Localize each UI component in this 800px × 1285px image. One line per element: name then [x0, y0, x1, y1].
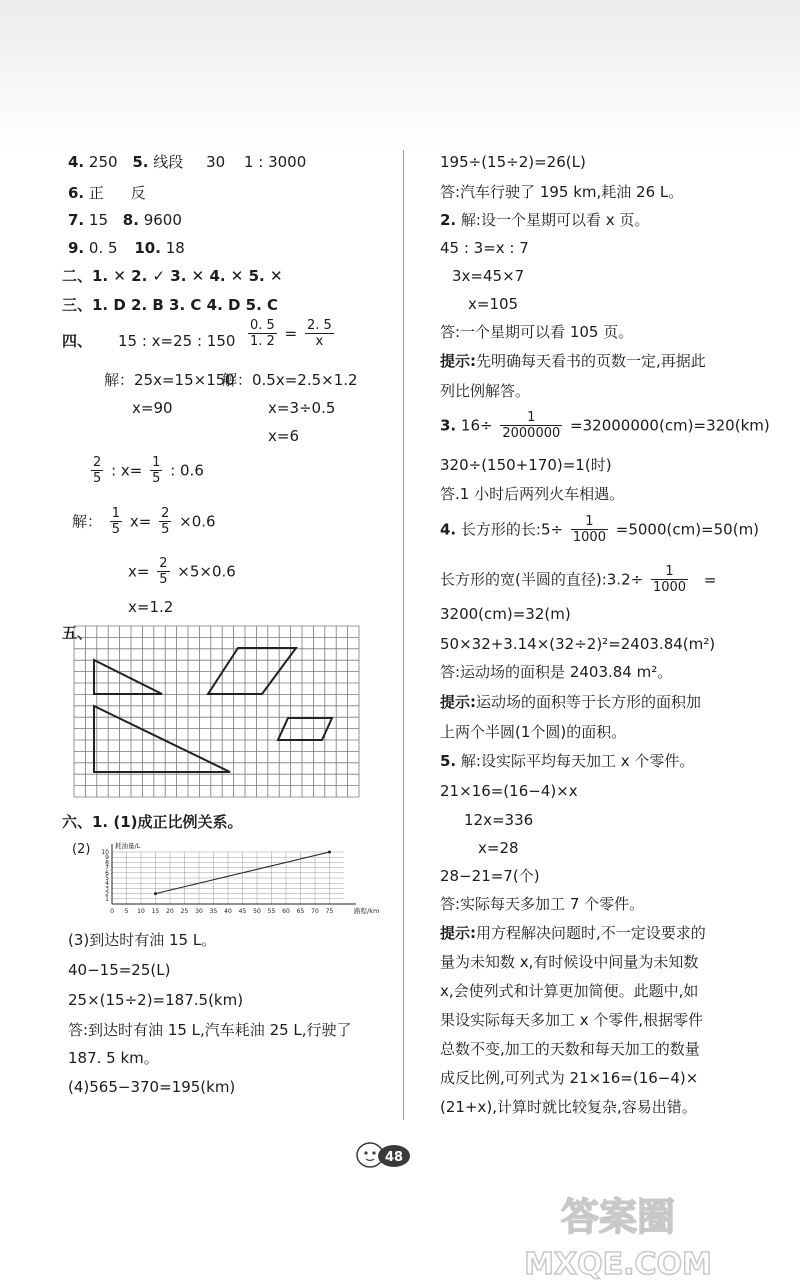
answer-line-7-8 [68, 210, 182, 230]
x-tick-label: 55 [267, 908, 276, 915]
r-line-23: x=28 [478, 839, 519, 857]
q-number: 9. [68, 239, 85, 257]
x-tick-label: 20 [166, 908, 174, 915]
fraction: $\frac{0. 5}{1. 2}$ [250, 318, 275, 349]
fraction: $\frac{2. 5}{x}$ [306, 318, 332, 349]
section-6-q1: 六、1. (1)成正比例关系。 [62, 813, 243, 831]
r-line-21: 21×16=(16−4)×x [440, 782, 578, 800]
solution-2-line-1: 解：0.5x=2.5×1.2 [222, 371, 358, 389]
r-line-6: x=105 [468, 295, 519, 313]
r-line-32: (21+x),计算时就比较复杂,容易出错。 [440, 1098, 697, 1116]
solution-1-line-2: x=90 [132, 399, 173, 417]
watermark-bottom: MXQE.COM [524, 1247, 712, 1280]
column-divider [403, 150, 404, 1120]
x-tick-label: 75 [325, 908, 334, 915]
y-tick-label: 4 [105, 880, 109, 888]
x-tick-label: 50 [253, 908, 261, 915]
section-5-label: 五、 [62, 624, 93, 642]
x-axis-label: 路程/km [354, 907, 380, 915]
answer-line-6 [68, 183, 146, 203]
q-number: 8. [122, 211, 139, 229]
answer-text: 18 [165, 239, 185, 257]
data-point [328, 851, 331, 854]
fuel-line-chart [92, 840, 382, 922]
y-tick-label: 9 [105, 854, 109, 862]
q4-line-1: (4)565−370=195(km) [68, 1078, 236, 1096]
solution-2-line-3: x=6 [268, 427, 299, 445]
r-line-29: 果设实际每天多加工 x 个零件,根据零件 [440, 1011, 704, 1029]
q3-line-4: 答:到达时有油 15 L,汽车耗油 25 L,行驶了 [68, 1021, 352, 1039]
q-number: 7. [68, 211, 85, 229]
r-line-15: 3200(cm)=32(m) [440, 605, 571, 623]
x-tick-label: 15 [151, 908, 160, 915]
y-tick-label: 7 [105, 864, 109, 872]
data-point [154, 892, 157, 895]
r-line-7: 答:一个星期可以看 105 页。 [440, 323, 634, 341]
r-line-4: 45 : 3=x : 7 [440, 239, 529, 257]
y-tick-label: 10 [101, 849, 109, 856]
r-line-14: 长方形的宽(半圆的直径):3.2÷ $\frac{1}{1000}$ = [440, 564, 717, 595]
drawing-grid [72, 624, 362, 799]
x-tick-label: 60 [282, 908, 290, 915]
r-line-16: 50×32+3.14×(32÷2)²=2403.84(m²) [440, 635, 716, 653]
r-line-24: 28−21=7(个) [440, 867, 540, 885]
r-q3: 3. 16÷ $\frac{1}{2000000}$ =32000000(cm)=320(km) [440, 410, 770, 441]
page-top-shade [0, 0, 800, 150]
solution-2-line-2: x=3÷0.5 [268, 399, 336, 417]
r-q4: 4. 长方形的长:5÷ $\frac{1}{1000}$ =5000(cm)=50(m) [440, 514, 760, 545]
r-line-22: 12x=336 [464, 811, 534, 829]
x-tick-label: 5 [124, 908, 129, 915]
r-tip-1: 提示:先明确每天看书的页数一定,再据此 [440, 352, 706, 370]
r-line-25: 答:实际每天多加工 7 个零件。 [440, 895, 645, 913]
r-line-1: 195÷(15÷2)=26(L) [440, 153, 586, 171]
y-tick-label: 2 [105, 890, 109, 898]
proportion-3: $\frac{2}{5}$ : x= $\frac{1}{5}$ : 0.6 [93, 455, 204, 486]
r-line-5: 3x=45×7 [452, 267, 525, 285]
y-tick-label: 1 [105, 895, 109, 903]
answer-line-4-5 [68, 152, 306, 172]
x-tick-label: 30 [195, 908, 203, 915]
y-axis-label: 耗油量/L [115, 842, 141, 850]
section-4-label: 四、 [62, 332, 93, 350]
answer-text: 250 [88, 153, 118, 171]
x-tick-label: 65 [296, 908, 305, 915]
answer-text: 9600 [143, 211, 182, 229]
q-number: 5. [132, 153, 149, 171]
x-tick-label: 35 [209, 908, 218, 915]
answer-text: 线段 [153, 153, 184, 171]
q3-line-1: (3)到达时有油 15 L。 [68, 931, 217, 949]
answer-text: 正 [88, 184, 104, 202]
section-2-answers: 二、1. ✕ 2. ✓ 3. ✕ 4. ✕ 5. ✕ [62, 267, 283, 285]
watermark-top: 答案圈 [560, 1195, 676, 1239]
q3-line-5: 187. 5 km。 [68, 1049, 159, 1067]
solution-3-line-2: x= $\frac{2}{5}$ ×5×0.6 [128, 556, 236, 587]
page-number: 48 [384, 1150, 404, 1165]
x-tick-label: 70 [311, 908, 319, 915]
q-number: 4. [68, 153, 85, 171]
r-line-9: 列比例解答。 [440, 382, 531, 400]
section-6-q2-label: (2) [72, 842, 91, 857]
q-number: 10. [134, 239, 161, 257]
q3-line-2: 40−15=25(L) [68, 961, 171, 979]
answer-text: 0. 5 [88, 239, 118, 257]
r-line-31: 成反比例,可列式为 21×16=(16−4)× [440, 1069, 699, 1087]
r-line-17: 答:运动场的面积是 2403.84 m²。 [440, 663, 673, 681]
r-q5: 5. 解:设实际平均每天加工 x 个零件。 [440, 752, 695, 770]
r-tip-3: 提示:用方程解决问题时,不一定设要求的 [440, 924, 706, 942]
parallelogram-large [208, 648, 296, 694]
x-tick-label: 0 [110, 908, 114, 915]
y-tick-label: 6 [105, 869, 109, 877]
y-tick-label: 8 [105, 859, 109, 867]
x-tick-label: 10 [137, 908, 145, 915]
section-3-answers: 三、1. D 2. B 3. C 4. D 5. C [62, 296, 279, 314]
y-tick-label: 5 [105, 875, 109, 882]
r-line-2: 答:汽车行驶了 195 km,耗油 26 L。 [440, 183, 684, 201]
x-tick-label: 40 [224, 908, 232, 915]
watermark [428, 1190, 788, 1280]
r-line-19: 上两个半圆(1个圆)的面积。 [440, 723, 627, 741]
r-tip-2: 提示:运动场的面积等于长方形的面积加 [440, 693, 702, 711]
answer-line-9-10 [68, 238, 185, 258]
r-line-30: 总数不变,加工的天数和每天加工的数量 [440, 1040, 700, 1058]
q3-line-3: 25×(15÷2)=187.5(km) [68, 991, 244, 1009]
solution-3-line-3: x=1.2 [128, 598, 174, 616]
solution-1-line-1: 解：25x=15×150 [104, 371, 235, 389]
answer-text: 1 : 3000 [243, 153, 307, 171]
r-line-28: x,会使列式和计算更加简便。此题中,如 [440, 982, 699, 1000]
page-number-badge [350, 1138, 414, 1172]
r-line-11: 320÷(150+170)=1(时) [440, 456, 612, 474]
r-line-12: 答.1 小时后两列火车相遇。 [440, 485, 625, 503]
answer-text: 30 [206, 153, 226, 171]
y-tick-label: 3 [105, 885, 109, 893]
proportion-1: 15 : x=25 : 150 [118, 332, 236, 350]
answer-text: 15 [88, 211, 109, 229]
x-tick-label: 25 [180, 908, 189, 915]
triangle-large [94, 706, 230, 772]
proportion-2: $\frac{0. 5}{1. 2}$ = $\frac{2. 5}{x}$ [250, 318, 332, 349]
answer-text: 反 [130, 184, 146, 202]
r-line-27: 量为未知数 x,有时候设中间量为未知数 [440, 953, 699, 971]
triangle-small [94, 660, 162, 694]
x-tick-label: 45 [238, 908, 247, 915]
q-number: 6. [68, 184, 85, 202]
solution-3-line-1: 解： $\frac{1}{5}$ x= $\frac{2}{5}$ ×0.6 [72, 506, 216, 537]
r-q2: 2. 解:设一个星期可以看 x 页。 [440, 211, 650, 229]
